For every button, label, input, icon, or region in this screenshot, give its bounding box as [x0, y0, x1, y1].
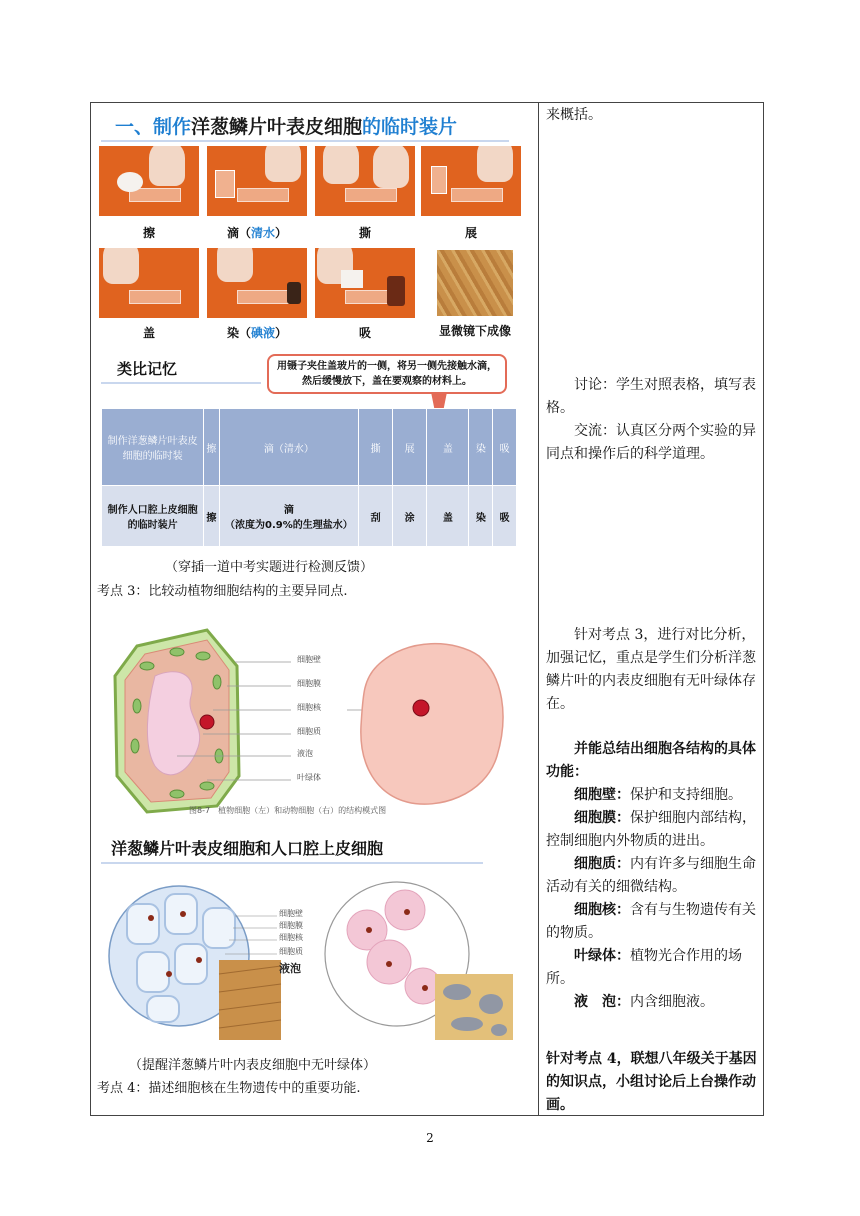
step-caption-7: 吸	[358, 326, 371, 340]
right-column	[546, 104, 760, 1112]
exchange-text: 认真区分两个实验的异同点和操作后的科学道理。	[546, 423, 756, 462]
table-row	[102, 409, 517, 486]
kp4-text: 描述细胞核在生物遗传中的重要功能.	[148, 1081, 361, 1096]
title-subject: 洋葱鳞片叶表皮细胞	[191, 116, 363, 138]
page-number: 2	[426, 1131, 434, 1145]
feedback-note: （穿插一道中考实题进行检测反馈）	[165, 560, 374, 575]
kp4-line	[97, 1077, 361, 1096]
label-cell-membrane: 细胞膜	[297, 679, 321, 688]
label-vacuole: 液泡	[297, 749, 313, 758]
table-row	[102, 486, 517, 547]
table-cell: 刮	[359, 486, 393, 547]
label-chloroplast: 叶绿体	[297, 773, 321, 782]
photo-wipe	[99, 146, 199, 216]
table-cell: 展	[393, 409, 427, 486]
discussion-paragraph	[546, 374, 758, 420]
figure1-caption: 图8-7 植物细胞（左）和动物细胞（右）的结构模式图	[189, 806, 387, 815]
function-item: 细胞质：内有许多与细胞生命活动有关的细微结构。	[546, 856, 756, 895]
discussion-label: 讨论：	[574, 377, 616, 393]
photo-tear	[315, 146, 415, 216]
animal-cell	[361, 644, 503, 804]
table-cell: 撕	[359, 409, 393, 486]
step-caption-8: 显微镜下成像	[438, 324, 511, 338]
photo-absorb	[315, 248, 415, 318]
reminder-note: （提醒洋葱鳞片叶内表皮细胞中无叶绿体）	[129, 1058, 377, 1073]
function-item: 叶绿体：植物光合作用的场所。	[546, 948, 742, 987]
step-caption-4: 展	[464, 226, 477, 240]
photo-cover	[99, 248, 199, 318]
right-intro: 来概括。	[546, 107, 602, 123]
banner-underline	[101, 140, 509, 142]
label-cell-membrane-2: 细胞膜	[279, 921, 303, 930]
function-item: 细胞核：含有与生物遗传有关的物质。	[546, 902, 756, 941]
photo-stain	[207, 248, 307, 318]
table-cell: 擦	[204, 409, 219, 486]
label-vacuole-2: 液泡	[279, 962, 301, 975]
kp3-label: 考点 3：	[97, 584, 149, 599]
table-cell: 涂	[393, 486, 427, 547]
function-item: 细胞膜：保护细胞内部结构，控制细胞内外物质的进出。	[546, 810, 756, 849]
exchange-paragraph	[546, 420, 758, 466]
section1-title	[115, 112, 457, 139]
step-caption-3: 撕	[358, 226, 371, 240]
column-divider	[538, 102, 539, 1116]
onion-micrograph	[219, 960, 281, 1040]
step-caption-2: 滴（清水）	[226, 226, 288, 240]
function-item: 液 泡：内含细胞液。	[574, 994, 714, 1010]
table-cell: 滴 （浓度为0.9%的生理盐水）	[219, 486, 358, 547]
table-cell: 吸	[493, 486, 517, 547]
table-cell: 吸	[493, 409, 517, 486]
step-caption-1: 擦	[142, 226, 155, 240]
table-cell: 制作洋葱鳞片叶表皮细胞的临时装	[102, 409, 204, 486]
label-cell-wall-2: 细胞壁	[279, 909, 303, 918]
photo-spread	[421, 146, 521, 216]
table-cell: 染	[469, 486, 493, 547]
plant-vacuole	[147, 672, 199, 775]
table-cell: 擦	[204, 486, 219, 547]
exchange-label: 交流：	[574, 423, 616, 439]
kp4-label: 考点 4：	[97, 1081, 149, 1096]
label-nucleus-2: 细胞核	[279, 933, 303, 942]
label-cytoplasm-2: 细胞质	[279, 947, 303, 956]
functions-intro: 并能总结出细胞各结构的具体功能：	[546, 741, 756, 780]
discussion-text: 学生对照表格，填写表格。	[546, 377, 756, 416]
section2-underline	[101, 862, 483, 864]
label-nucleus: 细胞核	[297, 703, 321, 712]
step-caption-5: 盖	[142, 326, 155, 340]
label-cytoplasm: 细胞质	[297, 727, 321, 736]
left-column	[97, 104, 531, 1112]
table-cell: 染	[469, 409, 493, 486]
plant-nucleus	[200, 715, 214, 729]
kp3-text: 比较动植物细胞结构的主要异同点.	[148, 584, 348, 599]
table-cell: 滴（清水）	[219, 409, 358, 486]
title-suffix: 的临时装片	[362, 116, 458, 138]
animal-nucleus	[413, 700, 429, 716]
analogy-callout: 用镊子夹住盖玻片的一侧，将另一侧先接触水滴，然后缓慢放下，盖在要观察的材料上。	[267, 354, 507, 394]
table-cell: 盖	[427, 409, 469, 486]
analogy-title: 类比记忆	[117, 360, 178, 378]
step-caption-6: 染（碘液）	[226, 326, 288, 340]
kp3-line	[97, 580, 348, 599]
title-prefix: 一、制作	[115, 116, 192, 138]
section2-title: 洋葱鳞片叶表皮细胞和人口腔上皮细胞	[111, 839, 384, 858]
table-cell: 制作人口腔上皮细胞的临时装片	[102, 486, 204, 547]
analogy-underline	[101, 382, 261, 384]
label-cell-wall: 细胞壁	[297, 655, 321, 664]
function-item: 细胞壁：保护和支持细胞。	[574, 787, 742, 803]
kp4-activity: 针对考点 4，联想八年级关于基因的知识点，小组讨论后上台操作动画。	[546, 1051, 757, 1113]
microscope-image	[437, 250, 513, 316]
kp3-analysis: 针对考点 3，进行对比分析，加强记忆，重点是学生们分析洋葱鳞片叶的内表皮细胞有无叶绿体存在。	[546, 627, 756, 712]
table-cell: 盖	[427, 486, 469, 547]
onion-cheek-diagram	[107, 874, 517, 1044]
photo-drop	[207, 146, 307, 216]
analogy-table	[101, 408, 517, 547]
